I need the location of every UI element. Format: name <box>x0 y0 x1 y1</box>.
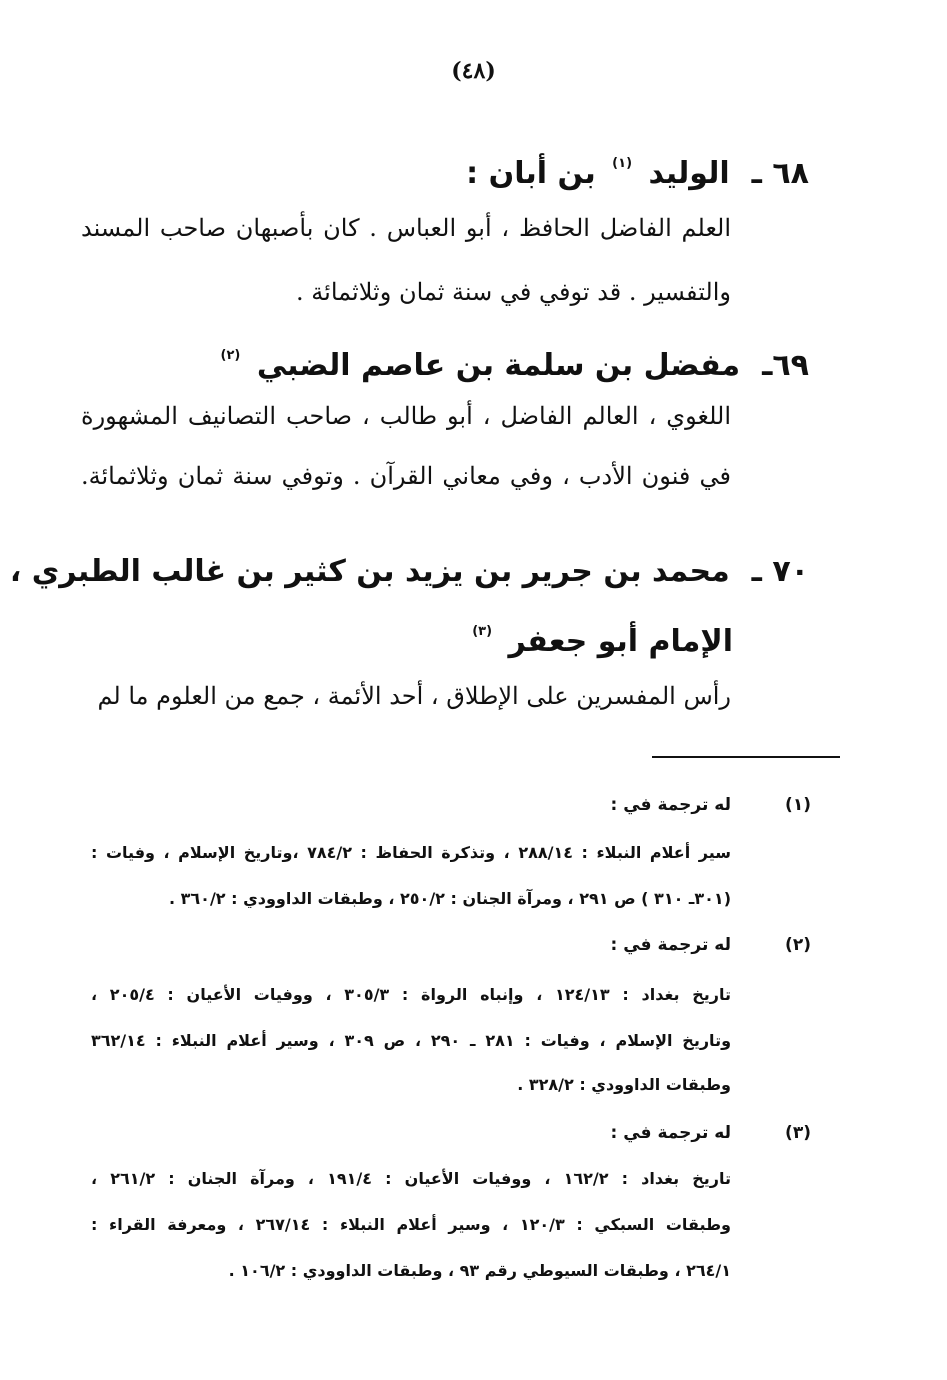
footnote-line: وتاريخ الإسلام ، وفيات : ٢٨١ ـ ٢٩٠ ، ص ٣٠٩ ، وسير أعلام النبلاء : ٣٦٢/١٤ <box>91 1031 732 1050</box>
footnote-reference[interactable]: (٣) <box>472 624 493 639</box>
entry-name-line2: الإمام أبو جعفر <box>508 624 733 659</box>
footnote-line: (٣٠١ـ ٣١٠ ) ص ٢٩١ ، ومرآة الجنان : ٢٥٠/٢ ، وطبقات الداوودي : ٣٦٠/٢ . <box>168 889 731 908</box>
entry-text-line: والتفسير . قد توفي في سنة ثمان وثلاثمائة . <box>296 278 731 306</box>
footnote-reference[interactable]: (٢) <box>220 348 241 363</box>
footnote-intro: له ترجمة في : <box>610 1123 731 1143</box>
footnote-line: ٢٦٤/١ ، وطبقات السيوطي رقم ٩٣ ، وطبقات الداوودي : ١٠٦/٢ . <box>228 1261 731 1280</box>
entry-name: الوليد <box>648 156 730 191</box>
entry-heading-70 <box>9 552 809 592</box>
footnote-line: تاريخ بغداد : ١٢٤/١٣ ، وإنباه الرواة : ٣٠٥/٣ ، ووفيات الأعيان : ٢٠٥/٤ ، <box>91 985 731 1004</box>
entry-name-suffix: بن أبان : <box>466 156 596 191</box>
footnote-intro: له ترجمة في : <box>610 795 731 815</box>
entry-heading-68 <box>79 144 809 194</box>
footnote-number: (٣) <box>785 1123 811 1143</box>
entry-name: محمد بن جرير بن يزيد بن كثير بن غالب الطبري ، <box>9 554 730 589</box>
entry-number: ٧٠ ـ <box>751 554 809 589</box>
footnote-number: (١) <box>785 795 811 815</box>
footnote-number: (٢) <box>785 935 811 955</box>
footnote-intro: له ترجمة في : <box>610 935 731 955</box>
entry-text-line: رأس المفسرين على الإطلاق ، أحد الأئمة ، جمع من العلوم ما لم <box>97 682 731 710</box>
footnote-separator <box>652 756 840 758</box>
entry-name: مفضل بن سلمة بن عاصم الضبي <box>256 348 741 383</box>
entry-number: ٦٨ ـ <box>751 156 809 191</box>
footnote-line: وطبقات الداوودي : ٣٢٨/٢ . <box>517 1075 731 1094</box>
entry-heading-70-line2 <box>466 612 733 662</box>
page-number: (٤٨) <box>451 58 496 84</box>
footnote-reference[interactable]: (١) <box>612 156 633 171</box>
entry-text-line: في فنون الأدب ، وفي معاني القرآن . وتوفي سنة ثمان وثلاثمائة. <box>81 462 731 490</box>
entry-text-line: العلم الفاضل الحافظ ، أبو العباس . كان بأصبهان صاحب المسند <box>81 214 731 242</box>
entry-number: ٦٩ـ <box>762 348 809 383</box>
footnote-line: سير أعلام النبلاء : ٢٨٨/١٤ ، وتذكرة الحفاظ : ٧٨٤/٢ ،وتاريخ الإسلام ، وفيات : <box>91 843 731 862</box>
entry-heading-69 <box>79 336 809 386</box>
entry-text-line: اللغوي ، العالم الفاضل ، أبو طالب ، صاحب التصانيف المشهورة <box>81 402 731 430</box>
footnote-line: تاريخ بغداد : ١٦٢/٢ ، ووفيات الأعيان : ١٩١/٤ ، ومرآة الجنان : ٢٦١/٢ ، <box>91 1169 732 1188</box>
footnote-line: وطبقات السبكي : ١٢٠/٣ ، وسير أعلام النبلاء : ٢٦٧/١٤ ، ومعرفة القراء : <box>91 1215 732 1234</box>
